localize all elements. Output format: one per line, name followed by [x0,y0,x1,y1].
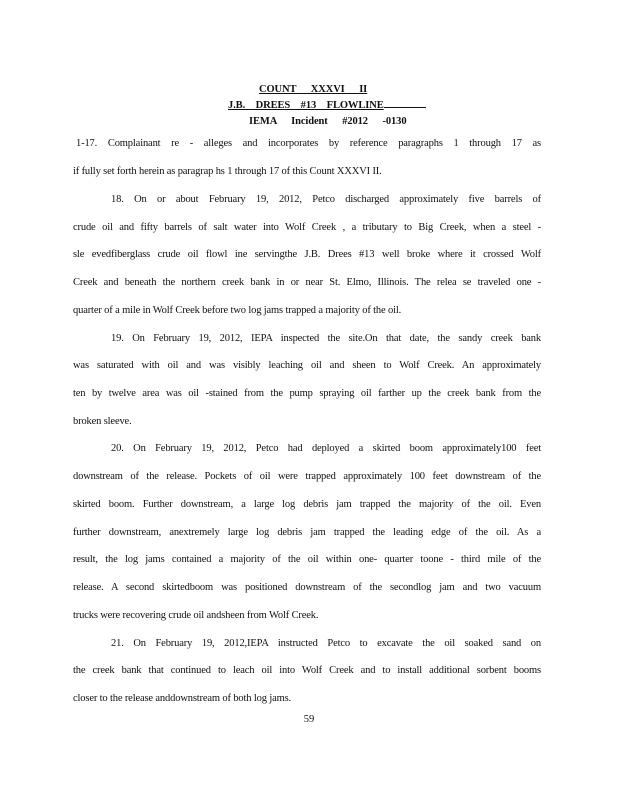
flowline-heading: J.B. DREES #13 FLOWLINE [228,100,426,111]
text-line: sle evedfiberglass crude oil flowl ine servingthe J.B. Drees #13 well broke where it crossed Wolf [73,249,541,260]
text-line: 18. On or about February 19, 2012, Petco discharged approximately five barrels of [111,194,541,205]
text-line: 19. On February 19, 2012, IEPA inspected the site.On that date, the sandy creek bank [111,333,541,344]
text-line: skirted boom. Further downstream, a large log debris jam trapped the majority of the oil. Even [73,499,541,510]
text-line: the creek bank that continued to leach oil into Wolf Creek and to install additional sorbent booms [73,665,541,676]
text-line: broken sleeve. [73,416,132,427]
text-line: Creek and beneath the northern creek bank in or near St. Elmo, Illinois. The relea se traveled one - [73,277,541,288]
text-line: ten by twelve area was oil -stained from the pump spraying oil farther up the creek bank from the [73,388,541,399]
text-line: downstream of the release. Pockets of oil were trapped approximately 100 feet downstream of the [73,471,541,482]
text-line: closer to the release anddownstream of both log jams. [73,693,292,704]
text-line: 20. On February 19, 2012, Petco had deployed a skirted boom approximately100 feet [111,443,541,454]
text-line: was saturated with oil and was visibly leaching oil and sheen to Wolf Creek. An approximately [73,360,541,371]
text-line: 1-17. Complainant re - alleges and incorporates by reference paragraphs 1 through 17 as [76,138,541,149]
text-line: trucks were recovering crude oil andsheen from Wolf Creek. [73,610,319,621]
page-number: 59 [303,714,315,725]
text-line: release. A second skirtedboom was positioned downstream of the secondlog jam and two vacuum [73,582,541,593]
text-line: result, the log jams contained a majority of the oil within one- quarter toone - third mile of the [73,554,541,565]
count-heading: COUNT XXXVI II [259,84,368,95]
incident-heading: IEMA Incident #2012 -0130 [249,116,407,127]
text-line: crude oil and fifty barrels of salt water into Wolf Creek , a tributary to Big Creek, when a steel - [73,222,541,233]
text-line: further downstream, anextremely large log debris jam trapped the leading edge of the oil. As a [73,527,541,538]
text-line: 21. On February 19, 2012,IEPA instructed Petco to excavate the oil soaked sand on [111,638,541,649]
text-line: if fully set forth herein as paragrap hs 1 through 17 of this Count XXXVI II. [73,166,382,177]
text-line: quarter of a mile in Wolf Creek before two log jams trapped a majority of the oil. [73,305,402,316]
